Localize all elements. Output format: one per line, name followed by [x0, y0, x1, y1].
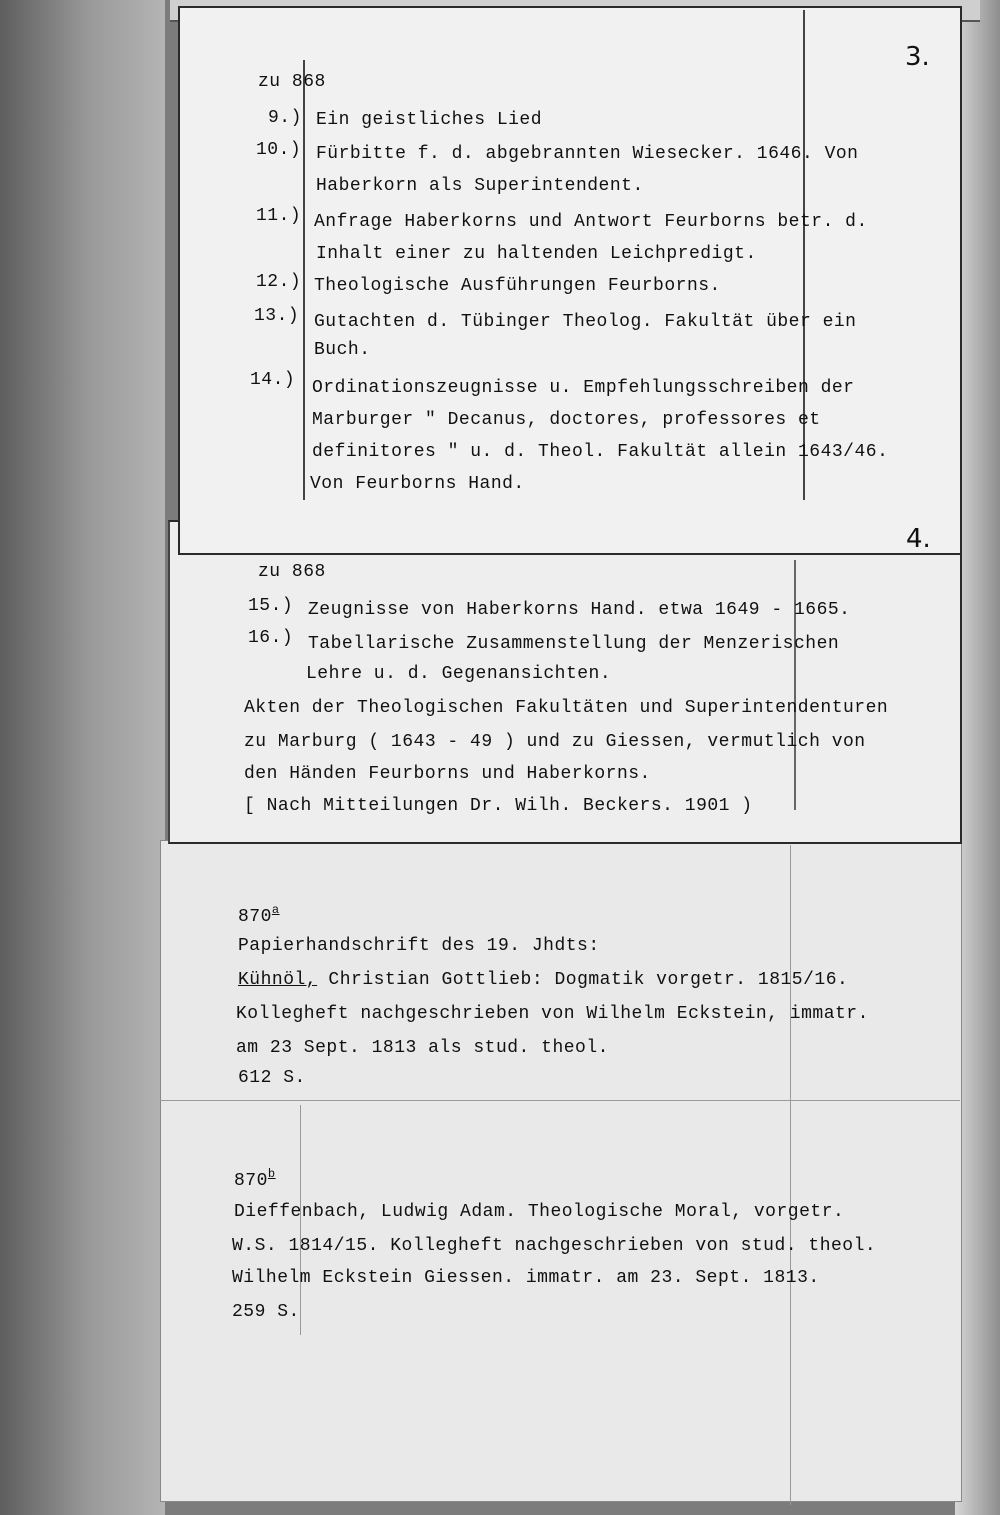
record-line: am 23 Sept. 1813 als stud. theol.	[236, 1038, 609, 1058]
entry-line: Theologische Ausführungen Feurborns.	[314, 276, 721, 296]
entry-line: Fürbitte f. d. abgebrannten Wiesecker. 1646. Von	[316, 144, 859, 164]
entry-line: Inhalt einer zu haltenden Leichpredigt.	[316, 244, 757, 264]
entry-line: Gutachten d. Tübinger Theolog. Fakultät über ein	[314, 312, 857, 332]
entry-number: 10.)	[256, 140, 302, 160]
record-line: Dieffenbach, Ludwig Adam. Theologische Moral, vorgetr.	[234, 1202, 845, 1222]
page-count: 259 S.	[232, 1302, 300, 1322]
record-line: Papierhandschrift des 19. Jhdts:	[238, 936, 600, 956]
source-note: [ Nach Mitteilungen Dr. Wilh. Beckers. 1901 )	[244, 796, 753, 816]
record-line: W.S. 1814/15. Kollegheft nachgeschrieben von stud. theol.	[232, 1236, 877, 1256]
entry-line: Tabellarische Zusammenstellung der Menzerischen	[308, 634, 840, 654]
author-name: Kühnöl,	[238, 970, 318, 990]
entry-number: 9.)	[268, 108, 302, 128]
page-number-3: 3.	[905, 42, 930, 72]
entry-line: Von Feurborns Hand.	[310, 474, 525, 494]
page-count: 612 S.	[238, 1068, 306, 1088]
entry-number: 16.)	[248, 628, 294, 648]
entry-line: Zeugnisse von Haberkorns Hand. etwa 1649 - 1665.	[308, 600, 851, 620]
entry-line: Haberkorn als Superintendent.	[316, 176, 644, 196]
entry-line: definitores " u. d. Theol. Fakultät allein 1643/46.	[312, 442, 889, 462]
card-rule-right-2	[794, 560, 796, 810]
entry-line: Marburger " Decanus, doctores, professores et	[312, 410, 821, 430]
summary-line: den Händen Feurborns und Haberkorns.	[244, 764, 651, 784]
summary-line: Akten der Theologischen Fakultäten und Superintendenturen	[244, 698, 889, 718]
entry-line: Buch.	[314, 340, 371, 360]
card-heading: zu 868	[258, 562, 326, 582]
record-line: Wilhelm Eckstein Giessen. immatr. am 23. Sept. 1813.	[232, 1268, 820, 1288]
entry-number: 14.)	[250, 370, 296, 390]
entry-number: 12.)	[256, 272, 302, 292]
shelfmark: 870$^b$	[234, 1167, 276, 1191]
card-rule-right-3	[790, 845, 791, 1505]
card-rule-left	[303, 60, 305, 500]
shelfmark: 870$^a$	[238, 903, 280, 927]
entry-line: Ordinationszeugnisse u. Empfehlungsschreiben der	[312, 378, 855, 398]
entry-number: 13.)	[254, 306, 300, 326]
entry-number: 15.)	[248, 596, 294, 616]
summary-line: zu Marburg ( 1643 - 49 ) und zu Giessen, vermutlich von	[244, 732, 866, 752]
entry-line: Lehre u. d. Gegenansichten.	[306, 664, 612, 684]
entry-line: Anfrage Haberkorns und Antwort Feurborns betr. d.	[314, 212, 868, 232]
card-heading: zu 868	[258, 72, 326, 92]
page-number-4: 4.	[906, 524, 931, 554]
entry-number: 11.)	[256, 206, 302, 226]
left-card-edge	[0, 0, 165, 1515]
record-line: Kollegheft nachgeschrieben von Wilhelm Eckstein, immatr.	[236, 1004, 869, 1024]
entry-line: Ein geistliches Lied	[316, 110, 543, 130]
record-line: Kühnöl, Christian Gottlieb: Dogmatik vorgetr. 1815/16.	[238, 970, 849, 990]
